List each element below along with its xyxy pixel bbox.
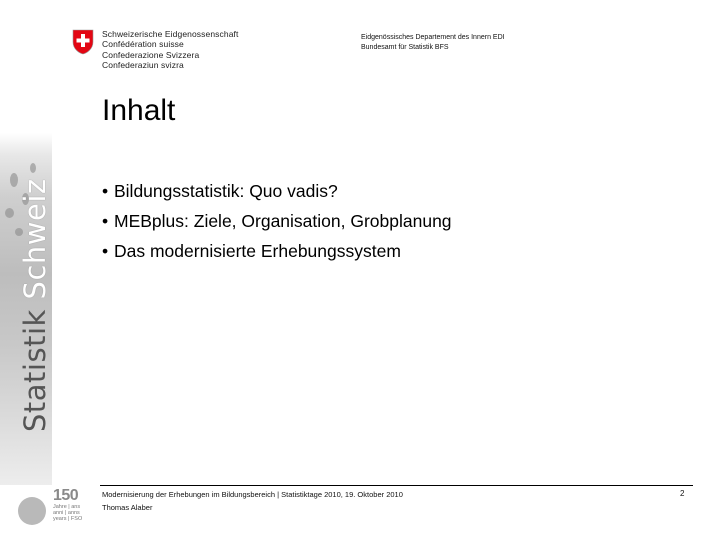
department-name: Eidgenössisches Departement des Innern EDI bbox=[361, 34, 505, 41]
list-item-text: Bildungsstatistik: Quo vadis? bbox=[114, 181, 338, 201]
anniversary-number: 150 bbox=[53, 487, 79, 504]
anniversary-line: years | FSO bbox=[53, 516, 83, 523]
bullet-icon: • bbox=[102, 241, 109, 261]
list-item bbox=[102, 176, 452, 206]
list-item-text: Das modernisierte Erhebungssystem bbox=[114, 241, 401, 261]
swiss-coat-of-arms-icon bbox=[72, 29, 94, 55]
list-item-text: MEBplus: Ziele, Organisation, Grobplanung bbox=[114, 211, 452, 231]
footer-author: Thomas Alaber bbox=[102, 502, 153, 512]
anniversary-text bbox=[53, 504, 82, 523]
page-number: 2 bbox=[680, 489, 685, 498]
anniversary-logo bbox=[18, 487, 98, 535]
confederation-line-de: Schweizerische Eidgenossenschaft bbox=[102, 29, 239, 39]
bullet-icon: • bbox=[102, 211, 109, 231]
footer-event-line: Modernisierung der Erhebungen im Bildungsbereich | Statistiktage 2010, 19. Oktober 2010 bbox=[102, 490, 403, 499]
confederation-names bbox=[102, 29, 238, 71]
anniversary-line: anni | anns bbox=[53, 510, 80, 517]
confederation-line-it: Confederazione Svizzera bbox=[102, 49, 200, 60]
department-block bbox=[361, 33, 505, 53]
sidebar-label-schweiz: Schweiz bbox=[18, 178, 52, 300]
confederation-line-rm: Confederaziun svizra bbox=[102, 60, 184, 71]
footer-text bbox=[102, 489, 403, 514]
bullet-icon: • bbox=[102, 181, 109, 201]
confederation-line-fr: Confédération suisse bbox=[102, 39, 184, 50]
list-item bbox=[102, 206, 452, 236]
statistik-schweiz-logo bbox=[18, 178, 52, 432]
sidebar-label-statistik: Statistik bbox=[18, 309, 52, 432]
anniversary-line: Jahre | ans bbox=[53, 504, 81, 510]
list-item bbox=[102, 236, 452, 266]
anniversary-circle-icon bbox=[18, 497, 46, 525]
office-name: Bundesamt für Statistik BFS bbox=[361, 44, 449, 51]
footer-divider bbox=[100, 485, 693, 486]
page-title: Inhalt bbox=[102, 94, 176, 127]
content-list bbox=[102, 176, 452, 266]
